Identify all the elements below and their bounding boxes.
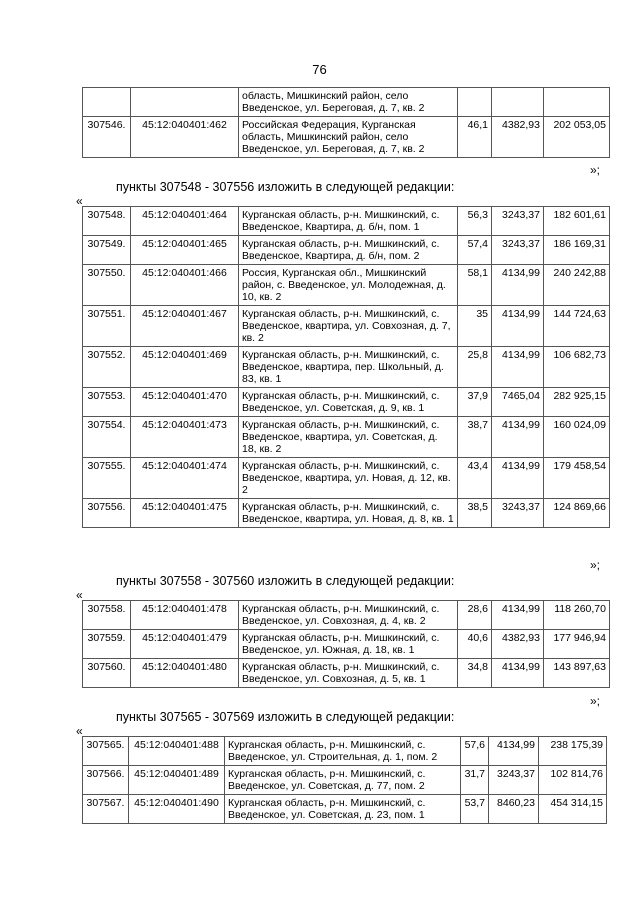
address: Курганская область, р-н. Мишкинский, с. Введенское, квартира, ул. Совхозная, д. 7, кв. 2: [239, 306, 458, 347]
area-value: 56,3: [458, 207, 492, 236]
address: Курганская область, р-н. Мишкинский, с. Введенское, Квартира, д. б/н, пом. 2: [239, 236, 458, 265]
cadastral-number: 45:12:040401:479: [131, 630, 239, 659]
address: Курганская область, р-н. Мишкинский, с. Введенское, ул. Советская, д. 77, пом. 2: [225, 766, 461, 795]
table-row: [83, 601, 610, 630]
cost-value: 186 169,31: [544, 236, 610, 265]
area-value: [458, 88, 492, 117]
cost-value: 118 260,70: [544, 601, 610, 630]
table-row: [83, 417, 610, 458]
row-number: 307565.: [83, 737, 129, 766]
row-number: 307549.: [83, 236, 131, 265]
rate-value: 4134,99: [492, 347, 544, 388]
address: Российская Федерация, Курганская область, Мишкинский район, село Введенское, ул. Береговая, д. 7, кв. 2: [239, 117, 458, 158]
address: Курганская область, р-н. Мишкинский, с. Введенское, ул. Строительная, д. 1, пом. 2: [225, 737, 461, 766]
area-value: 25,8: [458, 347, 492, 388]
rate-value: 4134,99: [492, 659, 544, 688]
table-row: [83, 207, 610, 236]
rate-value: 4134,99: [492, 265, 544, 306]
cost-value: 454 314,15: [539, 795, 607, 824]
cadastral-number: 45:12:040401:470: [131, 388, 239, 417]
cost-value: 282 925,15: [544, 388, 610, 417]
row-number: 307553.: [83, 388, 131, 417]
address: Курганская область, р-н. Мишкинский, с. Введенское, ул. Советская, д. 23, пом. 1: [225, 795, 461, 824]
address: Курганская область, р-н. Мишкинский, с. Введенское, Квартира, д. б/н, пом. 1: [239, 207, 458, 236]
cadastral-number: 45:12:040401:465: [131, 236, 239, 265]
row-number: 307566.: [83, 766, 129, 795]
registry-table-continued: [82, 87, 610, 158]
instruction-text: пункты 307548 - 307556 изложить в следующей редакции:: [116, 180, 455, 194]
row-number: 307550.: [83, 265, 131, 306]
closing-quote: »;: [590, 694, 601, 708]
registry-table: [82, 600, 610, 688]
rate-value: 3243,37: [489, 766, 539, 795]
instruction-text: пункты 307565 - 307569 изложить в следующей редакции:: [116, 710, 455, 724]
registry-table: [82, 736, 607, 824]
cost-value: 106 682,73: [544, 347, 610, 388]
cadastral-number: 45:12:040401:490: [129, 795, 225, 824]
table-row: [83, 117, 610, 158]
area-value: 38,5: [458, 499, 492, 528]
cadastral-number: 45:12:040401:464: [131, 207, 239, 236]
rate-value: 4134,99: [492, 417, 544, 458]
row-number: 307554.: [83, 417, 131, 458]
cost-value: 144 724,63: [544, 306, 610, 347]
registry-table: [82, 206, 610, 528]
page-number: 76: [312, 62, 327, 77]
cost-value: 238 175,39: [539, 737, 607, 766]
table-row: [83, 388, 610, 417]
opening-quote: «: [76, 588, 83, 602]
address: Курганская область, р-н. Мишкинский, с. Введенское, квартира, пер. Школьный, д. 83, кв. 1: [239, 347, 458, 388]
row-number: 307546.: [83, 117, 131, 158]
closing-quote: »;: [590, 163, 601, 177]
table-row: [83, 766, 607, 795]
opening-quote: «: [76, 724, 83, 738]
rate-value: 7465,04: [492, 388, 544, 417]
area-value: 43,4: [458, 458, 492, 499]
cost-value: 202 053,05: [544, 117, 610, 158]
cadastral-number: 45:12:040401:466: [131, 265, 239, 306]
instruction-text: пункты 307558 - 307560 изложить в следующей редакции:: [116, 574, 455, 588]
cadastral-number: 45:12:040401:488: [129, 737, 225, 766]
table-row: [83, 458, 610, 499]
rate-value: 8460,23: [489, 795, 539, 824]
table-row: [83, 795, 607, 824]
area-value: 53,7: [461, 795, 489, 824]
table-row: [83, 347, 610, 388]
area-value: 57,6: [461, 737, 489, 766]
cost-value: [544, 88, 610, 117]
area-value: 57,4: [458, 236, 492, 265]
row-number: 307567.: [83, 795, 129, 824]
cadastral-number: 45:12:040401:475: [131, 499, 239, 528]
area-value: 40,6: [458, 630, 492, 659]
address: Курганская область, р-н. Мишкинский, с. Введенское, ул. Советская, д. 9, кв. 1: [239, 388, 458, 417]
rate-value: 4134,99: [492, 458, 544, 499]
address: Курганская область, р-н. Мишкинский, с. Введенское, квартира, ул. Советская, д. 18, кв. 2: [239, 417, 458, 458]
cadastral-number: 45:12:040401:480: [131, 659, 239, 688]
row-number: 307559.: [83, 630, 131, 659]
area-value: 35: [458, 306, 492, 347]
cost-value: 182 601,61: [544, 207, 610, 236]
table-row: [83, 88, 610, 117]
cadastral-number: 45:12:040401:478: [131, 601, 239, 630]
cadastral-number: 45:12:040401:462: [131, 117, 239, 158]
table-row: [83, 265, 610, 306]
cost-value: 102 814,76: [539, 766, 607, 795]
cadastral-number: 45:12:040401:473: [131, 417, 239, 458]
row-number: 307548.: [83, 207, 131, 236]
cost-value: 177 946,94: [544, 630, 610, 659]
rate-value: 4134,99: [489, 737, 539, 766]
table-row: [83, 236, 610, 265]
row-number: 307556.: [83, 499, 131, 528]
cadastral-number: 45:12:040401:474: [131, 458, 239, 499]
rate-value: 4382,93: [492, 630, 544, 659]
rate-value: 4382,93: [492, 117, 544, 158]
rate-value: 3243,37: [492, 207, 544, 236]
cadastral-number: 45:12:040401:469: [131, 347, 239, 388]
rate-value: 3243,37: [492, 236, 544, 265]
cost-value: 143 897,63: [544, 659, 610, 688]
rate-value: 4134,99: [492, 601, 544, 630]
area-value: 58,1: [458, 265, 492, 306]
cost-value: 124 869,66: [544, 499, 610, 528]
rate-value: [492, 88, 544, 117]
address: Курганская область, р-н. Мишкинский, с. Введенское, ул. Южная, д. 18, кв. 1: [239, 630, 458, 659]
table-row: [83, 630, 610, 659]
table-row: [83, 499, 610, 528]
cadastral-number: 45:12:040401:467: [131, 306, 239, 347]
table-row: [83, 659, 610, 688]
address: Курганская область, р-н. Мишкинский, с. Введенское, квартира, ул. Новая, д. 12, кв. 2: [239, 458, 458, 499]
cadastral-number: [131, 88, 239, 117]
row-number: 307560.: [83, 659, 131, 688]
row-number: [83, 88, 131, 117]
table-row: [83, 737, 607, 766]
address: Курганская область, р-н. Мишкинский, с. Введенское, ул. Совхозная, д. 4, кв. 2: [239, 601, 458, 630]
rate-value: 4134,99: [492, 306, 544, 347]
cost-value: 240 242,88: [544, 265, 610, 306]
area-value: 31,7: [461, 766, 489, 795]
address: Курганская область, р-н. Мишкинский, с. Введенское, ул. Совхозная, д. 5, кв. 1: [239, 659, 458, 688]
address: Курганская область, р-н. Мишкинский, с. Введенское, квартира, ул. Новая, д. 8, кв. 1: [239, 499, 458, 528]
row-number: 307551.: [83, 306, 131, 347]
row-number: 307552.: [83, 347, 131, 388]
area-value: 28,6: [458, 601, 492, 630]
opening-quote: «: [76, 194, 83, 208]
rate-value: 3243,37: [492, 499, 544, 528]
area-value: 37,9: [458, 388, 492, 417]
row-number: 307555.: [83, 458, 131, 499]
cadastral-number: 45:12:040401:489: [129, 766, 225, 795]
area-value: 34,8: [458, 659, 492, 688]
closing-quote: »;: [590, 558, 601, 572]
address: Россия, Курганская обл., Мишкинский район, с. Введенское, ул. Молодежная, д. 10, кв. 2: [239, 265, 458, 306]
area-value: 46,1: [458, 117, 492, 158]
area-value: 38,7: [458, 417, 492, 458]
cost-value: 179 458,54: [544, 458, 610, 499]
row-number: 307558.: [83, 601, 131, 630]
cost-value: 160 024,09: [544, 417, 610, 458]
address: область, Мишкинский район, село Введенское, ул. Береговая, д. 7, кв. 2: [239, 88, 458, 117]
table-row: [83, 306, 610, 347]
